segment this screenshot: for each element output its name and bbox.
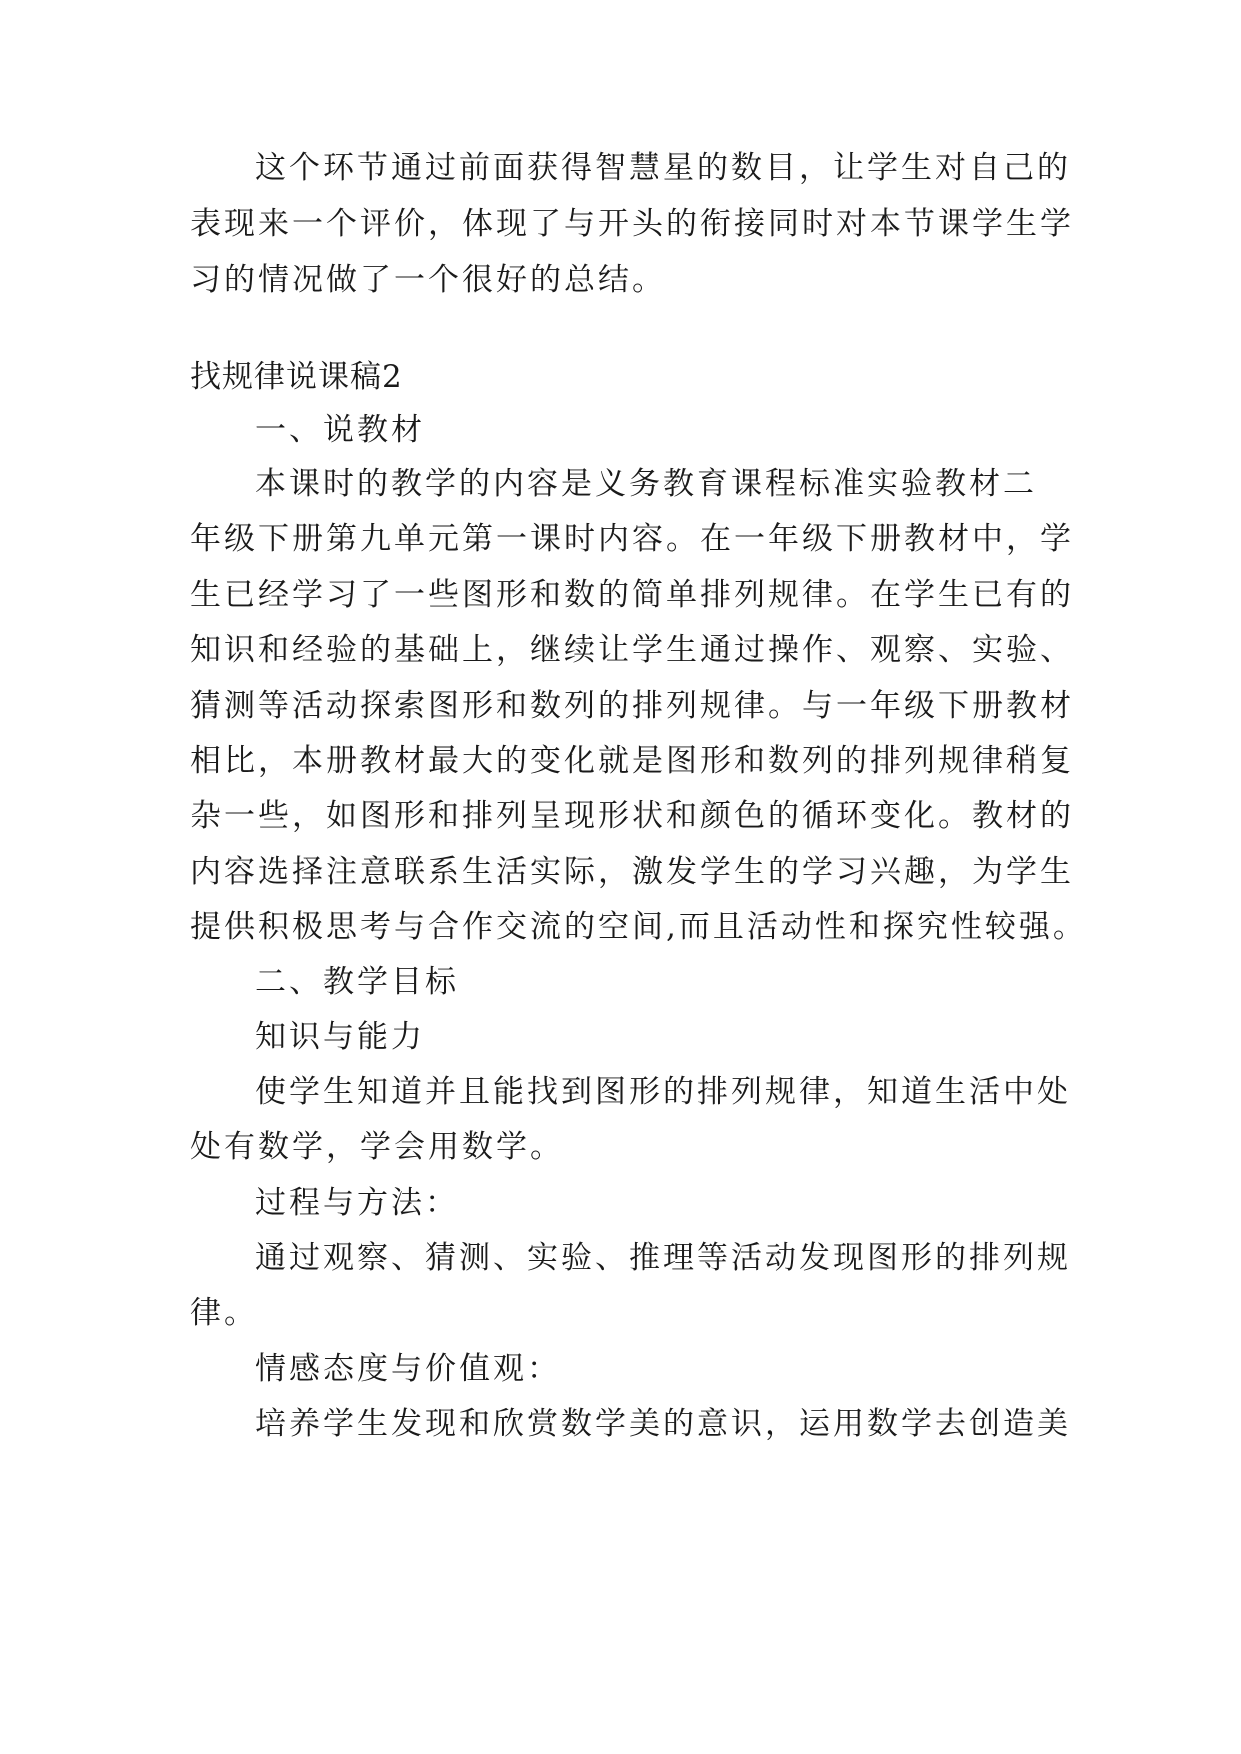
paragraph-line: 表现来一个评价，体现了与开头的衔接同时对本节课学生学: [190, 206, 1074, 242]
subheading-line: 情感态度与价值观：: [255, 1351, 561, 1387]
paragraph-line: 培养学生发现和欣赏数学美的意识，运用数学去创造美: [255, 1406, 1071, 1442]
paragraph-line: 内容选择注意联系生活实际，激发学生的学习兴趣，为学生: [190, 854, 1074, 890]
paragraph-line: 相比，本册教材最大的变化就是图形和数列的排列规律稍复: [190, 743, 1074, 779]
subheading-line: 过程与方法：: [255, 1185, 459, 1221]
paragraph-line: 杂一些，如图形和排列呈现形状和颜色的循环变化。教材的: [190, 798, 1074, 834]
paragraph-line: 律。: [190, 1295, 258, 1331]
paragraph-line: 这个环节通过前面获得智慧星的数目，让学生对自己的: [255, 150, 1071, 186]
paragraph-line: 使学生知道并且能找到图形的排列规律，知道生活中处: [255, 1074, 1071, 1110]
paragraph-line: 处有数学，学会用数学。: [190, 1129, 564, 1165]
paragraph-line: 年级下册第九单元第一课时内容。在一年级下册教材中，学: [190, 521, 1074, 557]
subheading-line: 知识与能力: [255, 1019, 425, 1055]
heading-line: 一、说教材: [255, 412, 425, 448]
paragraph-line: 生已经学习了一些图形和数的简单排列规律。在学生已有的: [190, 577, 1074, 613]
paragraph-line: 知识和经验的基础上，继续让学生通过操作、观察、实验、: [190, 632, 1074, 668]
section-title: 找规律说课稿2: [190, 359, 403, 395]
heading-line: 二、教学目标: [255, 964, 459, 1000]
paragraph-line: 习的情况做了一个很好的总结。: [190, 262, 666, 298]
paragraph-line: 提供积极思考与合作交流的空间,而且活动性和探究性较强。: [190, 909, 1087, 945]
paragraph-line: 猜测等活动探索图形和数列的排列规律。与一年级下册教材: [190, 688, 1074, 724]
paragraph-line: 本课时的教学的内容是义务教育课程标准实验教材二: [255, 466, 1037, 502]
paragraph-line: 通过观察、猜测、实验、推理等活动发现图形的排列规: [255, 1240, 1071, 1276]
